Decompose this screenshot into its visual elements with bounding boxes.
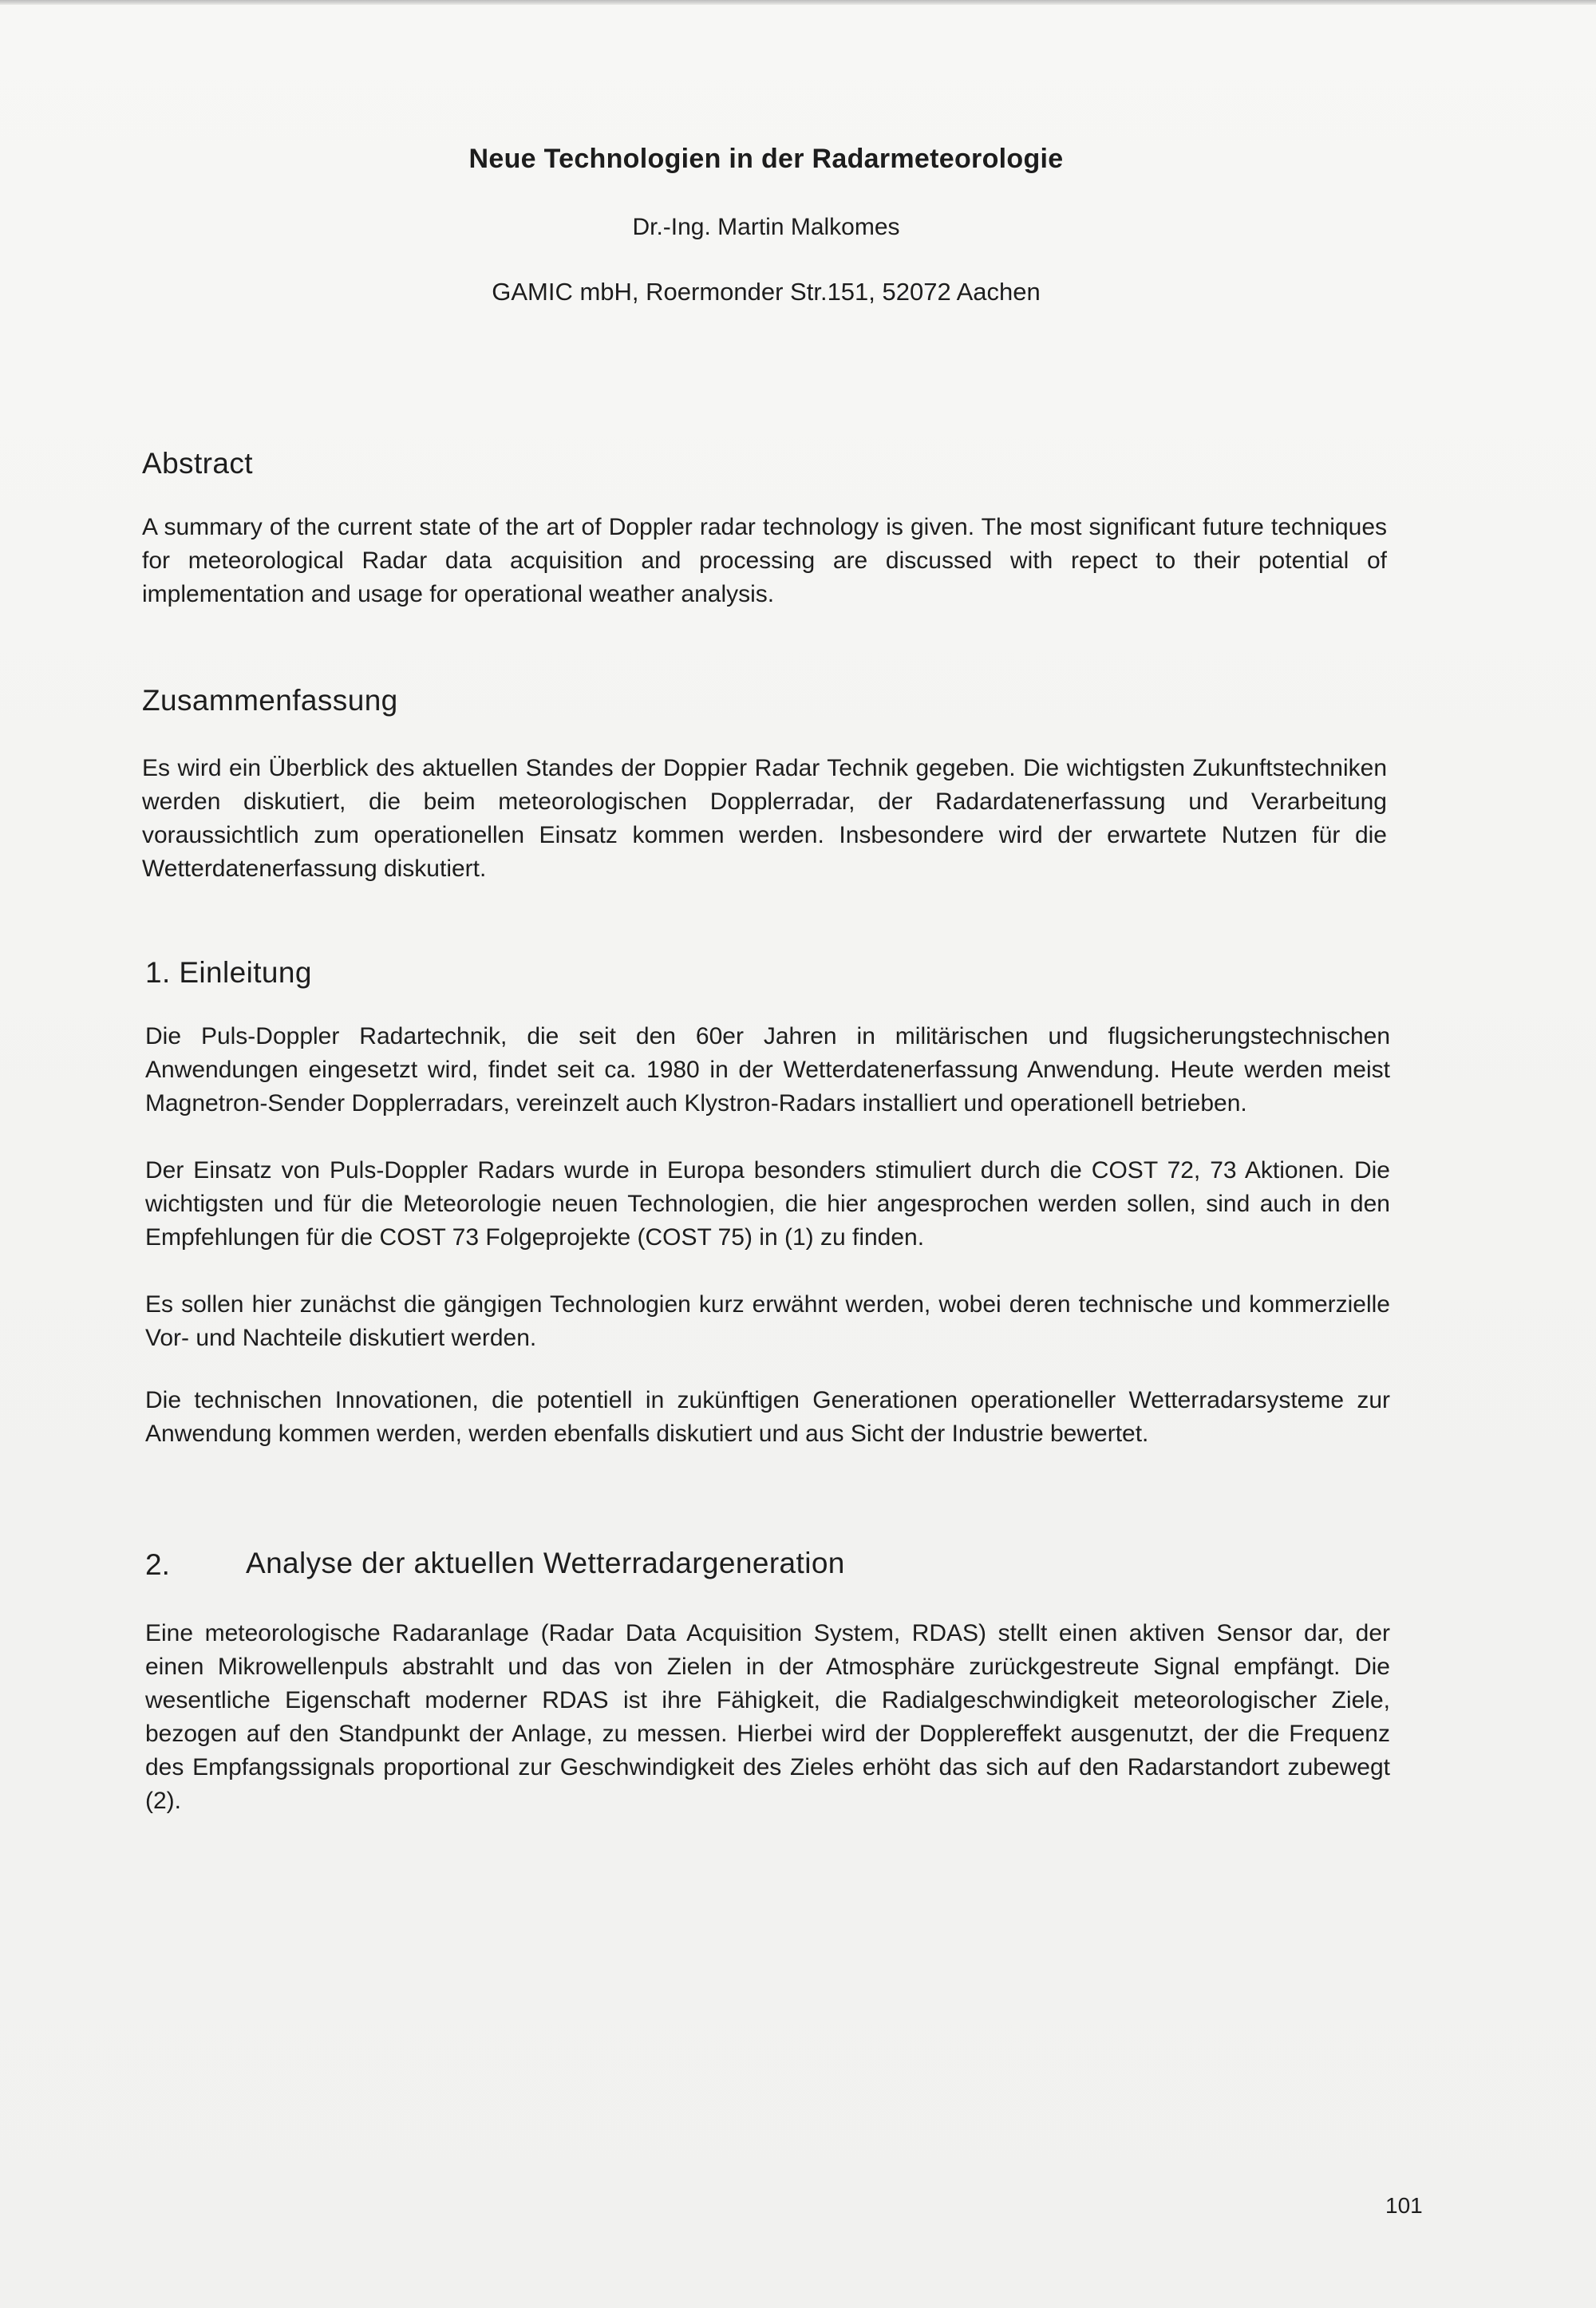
zusammenfassung-text: Es wird ein Überblick des aktuellen Standes der Doppier Radar Technik gegeben. Die wichtigsten Zukunftstechniken werden diskutiert, die beim meteorologischen Dopplerradar, der Radardatenerfassung und Verarbeitung voraussichtlich zum operationellen Einsatz kommen werden. Insbesondere wird der erwartete Nutzen für die Wetterdatenerfassung diskutiert. xyxy=(142,755,1387,882)
paper-title: Neue Technologien in der Radarmeteorologie xyxy=(468,144,1064,174)
author-name: Dr.-Ing. Martin Malkomes xyxy=(632,214,900,240)
section-2-paragraph-1: Eine meteorologische Radaranlage (Radar Data Acquisition System, RDAS) stellt einen aktiven Sensor dar, der einen Mikrowellenpuls abstrahlt und das von Zielen in der Atmosphäre zurückgestreute Signal empfängt. Die wesentliche Eigenschaft moderner RDAS ist ihre Fähigkeit, die Radialgeschwindigkeit meteorologischer Ziele, bezogen auf den Standpunkt der Anlage, zu messen. Hierbei wird der Dopplereffekt ausgenutzt, der die Frequenz des Empfangssignals proportional zur Geschwindigkeit des Zieles erhöht das sich auf den Radarstandort zubewegt (2). xyxy=(145,1620,1390,1814)
section-2-heading: Analyse der aktuellen Wetterradargeneration xyxy=(246,1547,845,1579)
section-2-number: 2. xyxy=(145,1548,170,1581)
affiliation: GAMIC mbH, Roermonder Str.151, 52072 Aachen xyxy=(492,278,1041,306)
abstract-heading: Abstract xyxy=(142,447,253,480)
section-1-paragraph-1: Die Puls-Doppler Radartechnik, die seit den 60er Jahren in militärischen und flugsicherungstechnischen Anwendungen eingesetzt wird, findet seit ca. 1980 in der Wetterdatenerfassung Anwendung. Heute werden meist Magnetron-Sender Dopplerradars, vereinzelt auch Klystron-Radars installiert und operationell betrieben. xyxy=(145,1023,1390,1116)
section-1-paragraph-4: Die technischen Innovationen, die potentiell in zukünftigen Generationen operationeller Wetterradarsysteme zur Anwendung kommen werden, werden ebenfalls diskutiert und aus Sicht der Industrie bewertet. xyxy=(145,1387,1390,1447)
page-number: 101 xyxy=(1385,2193,1423,2218)
abstract-text: A summary of the current state of the art of Doppler radar technology is given. The most significant future techniques for meteorological Radar data acquisition and processing are discussed with repect to their potential of implementation and usage for operational weather analysis. xyxy=(142,514,1387,607)
page-edge xyxy=(0,0,1596,5)
zusammenfassung-heading: Zusammenfassung xyxy=(142,684,398,717)
section-1-paragraph-3: Es sollen hier zunächst die gängigen Technologien kurz erwähnt werden, wobei deren technische und kommerzielle Vor- und Nachteile diskutiert werden. xyxy=(145,1291,1390,1351)
section-1-heading: 1. Einleitung xyxy=(145,956,312,989)
section-1-paragraph-2: Der Einsatz von Puls-Doppler Radars wurde in Europa besonders stimuliert durch die COST 72, 73 Aktionen. Die wichtigsten und für die Meteorologie neuen Technologien, die hier angesprochen werden sollen, sind auch in den Empfehlungen für die COST 73 Folgeprojekte (COST 75) in (1) zu finden. xyxy=(145,1157,1390,1251)
